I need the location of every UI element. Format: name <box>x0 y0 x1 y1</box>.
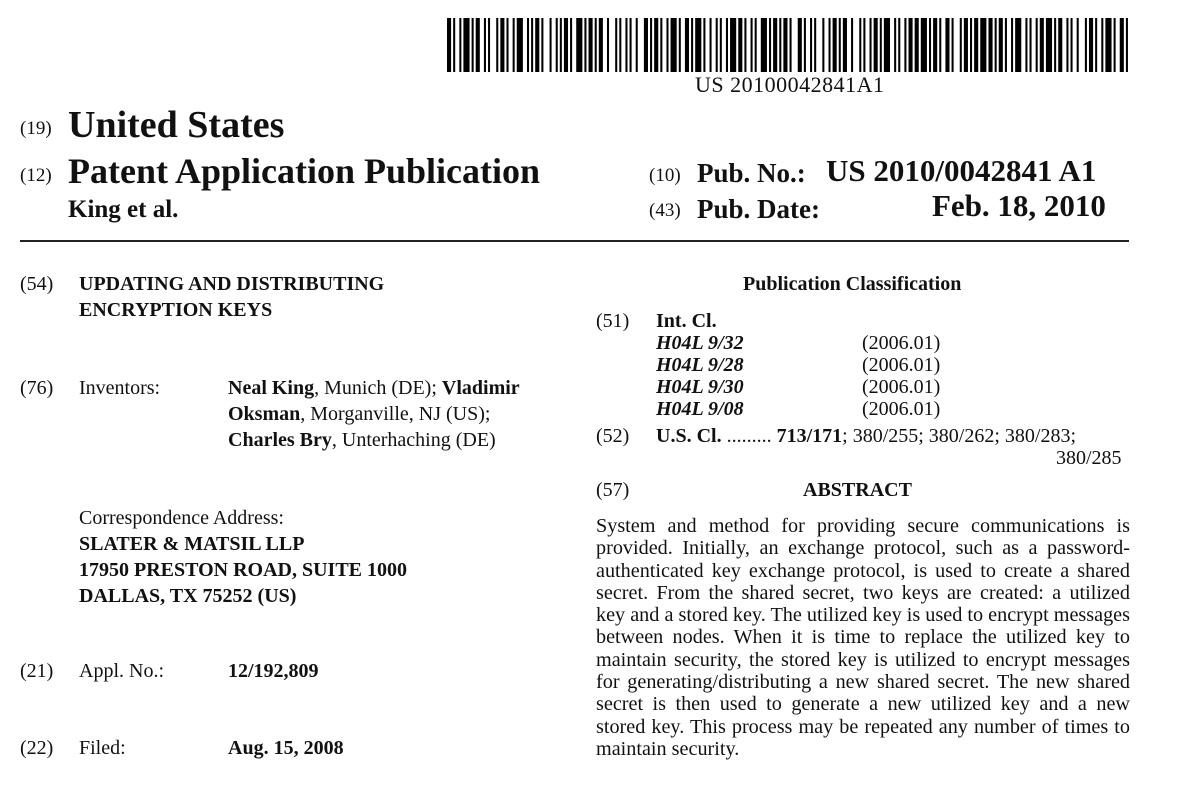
barcode-bar <box>884 18 890 72</box>
barcode-bar <box>679 18 681 72</box>
inventors-line-2 <box>228 403 490 426</box>
pub-no-label: Pub. No.: <box>697 158 806 188</box>
barcode-bar <box>607 18 609 72</box>
barcode-bar <box>1126 18 1128 72</box>
barcode-bar <box>496 18 498 72</box>
barcode-bar <box>1030 18 1032 72</box>
barcode-bar <box>459 18 461 72</box>
barcode-bar <box>921 18 927 72</box>
barcode-bar <box>783 18 787 72</box>
int-cl-version-1: (2006.01) <box>862 332 941 354</box>
abstract-heading: ABSTRACT <box>803 479 912 501</box>
barcode-bar <box>1089 18 1093 72</box>
barcode-bar <box>1058 18 1062 72</box>
title-line-1: UPDATING AND DISTRIBUTING <box>79 273 385 295</box>
barcode-bar <box>691 18 693 72</box>
inid-code-51: (51) <box>596 310 630 332</box>
inventors-line-3 <box>228 429 496 452</box>
barcode-bar <box>660 18 662 72</box>
barcode-bar <box>531 18 533 72</box>
barcode-bar <box>908 18 912 72</box>
barcode-bar <box>644 18 648 72</box>
inid-code-57: (57) <box>596 479 630 501</box>
inventor-1-name: Neal King <box>228 377 315 399</box>
barcode-bar <box>560 18 562 72</box>
inid-code-22: (22) <box>20 737 54 759</box>
barcode-bar <box>517 18 523 72</box>
barcode-bar <box>619 18 621 72</box>
barcode-bar <box>513 18 515 72</box>
barcode-bar <box>995 18 997 72</box>
barcode-bar <box>744 18 746 72</box>
barcode-bar <box>999 18 1003 72</box>
barcode-bar <box>839 18 841 72</box>
applicant-name: King et al. <box>68 196 179 223</box>
barcode-bar <box>695 18 701 72</box>
us-cl-leader-dots: ......... <box>726 425 772 447</box>
inid-code-52: (52) <box>596 425 630 447</box>
inid-code-54: (54) <box>20 273 54 295</box>
barcode-bar <box>851 18 853 72</box>
barcode-bar <box>980 18 986 72</box>
appl-no-label: Appl. No.: <box>79 660 164 682</box>
barcode-bar <box>595 18 597 72</box>
inid-code-10: (10) <box>649 165 681 186</box>
barcode-bar <box>666 18 668 72</box>
barcode-bar <box>1011 18 1013 72</box>
correspondence-line-2: 17950 PRESTON ROAD, SUITE 1000 <box>79 559 408 581</box>
barcode-bar <box>880 18 882 72</box>
barcode-bar <box>650 18 652 72</box>
barcode-bar <box>506 18 508 72</box>
barcode-bar <box>790 18 792 72</box>
barcode-bar <box>625 18 627 72</box>
pub-date-value: Feb. 18, 2010 <box>932 188 1106 223</box>
barcode-bar <box>1015 18 1021 72</box>
us-cl-line-1 <box>656 425 1076 448</box>
inventor-3-name: Charles Bry <box>228 429 332 451</box>
barcode-bar <box>589 18 593 72</box>
int-cl-code-1: H04L 9/32 <box>656 332 744 354</box>
barcode-bar <box>894 18 896 72</box>
int-cl-version-4: (2006.01) <box>862 398 941 420</box>
header-divider <box>20 240 1129 242</box>
barcode-bar <box>463 18 469 72</box>
barcode-bar <box>730 18 736 72</box>
correspondence-label: Correspondence Address: <box>79 507 284 529</box>
barcode-bar <box>599 18 603 72</box>
barcode-bar <box>1066 18 1068 72</box>
int-cl-label: Int. Cl. <box>656 310 717 332</box>
barcode-bar <box>671 18 677 72</box>
barcode-bar <box>1105 18 1111 72</box>
inventors-label: Inventors: <box>79 377 161 399</box>
country-name: United States <box>68 104 285 146</box>
barcode-bar <box>915 18 919 72</box>
inventor-2-first-name: Vladimir <box>441 377 520 399</box>
barcode-bar <box>726 18 728 72</box>
barcode-bar <box>933 18 937 72</box>
barcode-bar <box>500 18 504 72</box>
barcode-image <box>447 18 1130 72</box>
barcode-bar <box>755 18 757 72</box>
inid-code-12: (12) <box>20 165 52 186</box>
barcode-bar <box>484 18 486 72</box>
barcode-bar <box>970 18 972 72</box>
barcode-bar <box>843 18 847 72</box>
barcode-bar <box>814 18 816 72</box>
barcode-bar <box>556 18 558 72</box>
barcode-bar <box>1120 18 1124 72</box>
us-cl-main: 713/171 <box>776 425 843 447</box>
int-cl-code-4: H04L 9/08 <box>656 398 744 420</box>
inid-code-76: (76) <box>20 377 54 399</box>
barcode-bar <box>476 18 480 72</box>
inid-code-21: (21) <box>20 660 54 682</box>
barcode-bar <box>859 18 861 72</box>
inventor-3-location: , Unterhaching (DE) <box>331 429 496 451</box>
barcode-bar <box>1071 18 1073 72</box>
filed-value: Aug. 15, 2008 <box>228 737 344 759</box>
classification-heading: Publication Classification <box>743 273 962 295</box>
barcode-bar <box>779 18 781 72</box>
int-cl-code-2: H04L 9/28 <box>656 354 744 376</box>
appl-no-value: 12/192,809 <box>228 660 319 682</box>
barcode-bar <box>716 18 718 72</box>
barcode-bar <box>570 18 572 72</box>
barcode-bar <box>945 18 949 72</box>
barcode-bar <box>1085 18 1087 72</box>
int-cl-version-2: (2006.01) <box>862 354 941 376</box>
barcode-bar <box>1077 18 1079 72</box>
barcode-bar <box>710 18 712 72</box>
barcode-bar <box>810 18 812 72</box>
barcode-bar <box>576 18 582 72</box>
barcode-bar <box>822 18 824 72</box>
barcode-bar <box>488 18 490 72</box>
inid-code-43: (43) <box>649 200 681 221</box>
barcode-bar <box>833 18 837 72</box>
inventor-2-location: , Morganville, NJ (US); <box>300 403 491 425</box>
barcode-bar <box>804 18 806 72</box>
barcode-bar <box>1040 18 1044 72</box>
barcode-bar <box>1095 18 1097 72</box>
barcode-bar <box>1005 18 1007 72</box>
barcode-bar <box>751 18 753 72</box>
correspondence-line-1: SLATER & MATSIL LLP <box>79 533 305 555</box>
inventor-2-last-name: Oksman <box>228 403 301 425</box>
barcode-bar <box>615 18 617 72</box>
barcode-bar <box>988 18 992 72</box>
barcode-bar <box>974 18 978 72</box>
barcode-bar <box>527 18 529 72</box>
barcode-bar <box>685 18 689 72</box>
barcode-bar <box>1036 18 1038 72</box>
barcode-bar <box>703 18 705 72</box>
barcode-bar <box>447 18 451 72</box>
correspondence-line-3: DALLAS, TX 75252 (US) <box>79 585 297 607</box>
barcode-bar <box>472 18 474 72</box>
abstract-text: System and method for providing secure communications is provided. Initially, an exchange protocol, such as a password-authenticated key exchange protocol, is used to create a shared secret. From the shared secret, two keys are created: a utilized key and a stored key. The utilized key is used to encrypt messages between nodes. When it is time to replace the utilized key to maintain security, the stored key is utilized to encrypt messages for generating/distributing a new shared secret. The new shared secret is then used to generate a new utilized key and a new stored key. This process may be repeated any number of times to maintain security. <box>596 515 1130 760</box>
barcode-bar <box>1101 18 1103 72</box>
barcode-bar <box>541 18 543 72</box>
inventor-1-location: , Munich (DE); <box>314 377 442 399</box>
barcode-bar <box>564 18 568 72</box>
barcode-bar <box>636 18 638 72</box>
barcode-bar <box>1054 18 1056 72</box>
barcode-bar <box>773 18 777 72</box>
barcode-bar <box>829 18 831 72</box>
barcode-bar <box>863 18 865 72</box>
us-cl-label: U.S. Cl. <box>656 425 722 447</box>
pub-date-label: Pub. Date: <box>697 194 820 224</box>
barcode-bar <box>630 18 632 72</box>
barcode-bar <box>769 18 771 72</box>
filed-label: Filed: <box>79 737 126 759</box>
int-cl-code-3: H04L 9/30 <box>656 376 744 398</box>
barcode-bar <box>964 18 968 72</box>
inventors-line-1 <box>228 377 520 400</box>
barcode-bar <box>1046 18 1052 72</box>
barcode-bar <box>952 18 954 72</box>
us-cl-secondary: ; 380/255; 380/262; 380/283; <box>842 425 1077 447</box>
barcode-bar <box>761 18 767 72</box>
barcode-bar <box>453 18 455 72</box>
document-type: Patent Application Publication <box>68 151 541 191</box>
barcode-number: US 20100042841A1 <box>695 72 885 97</box>
pub-no-value: US 2010/0042841 A1 <box>826 153 1097 188</box>
barcode-bar <box>654 18 658 72</box>
int-cl-version-3: (2006.01) <box>862 376 941 398</box>
barcode-bar <box>929 18 931 72</box>
barcode-bar <box>904 18 906 72</box>
barcode-bar <box>535 18 539 72</box>
barcode-bar <box>874 18 878 72</box>
barcode-bar <box>1025 18 1027 72</box>
inid-code-19: (19) <box>20 118 52 139</box>
barcode-bar <box>939 18 941 72</box>
barcode-bar <box>584 18 586 72</box>
barcode-bar <box>720 18 722 72</box>
barcode-bar <box>960 18 962 72</box>
barcode-bar <box>1114 18 1116 72</box>
barcode-bar <box>870 18 872 72</box>
barcode-bar <box>798 18 802 72</box>
title-line-2: ENCRYPTION KEYS <box>79 299 273 321</box>
barcode-bar <box>738 18 742 72</box>
barcode-bar <box>550 18 552 72</box>
us-cl-line-2: 380/285 <box>1056 447 1122 469</box>
barcode-bar <box>898 18 900 72</box>
